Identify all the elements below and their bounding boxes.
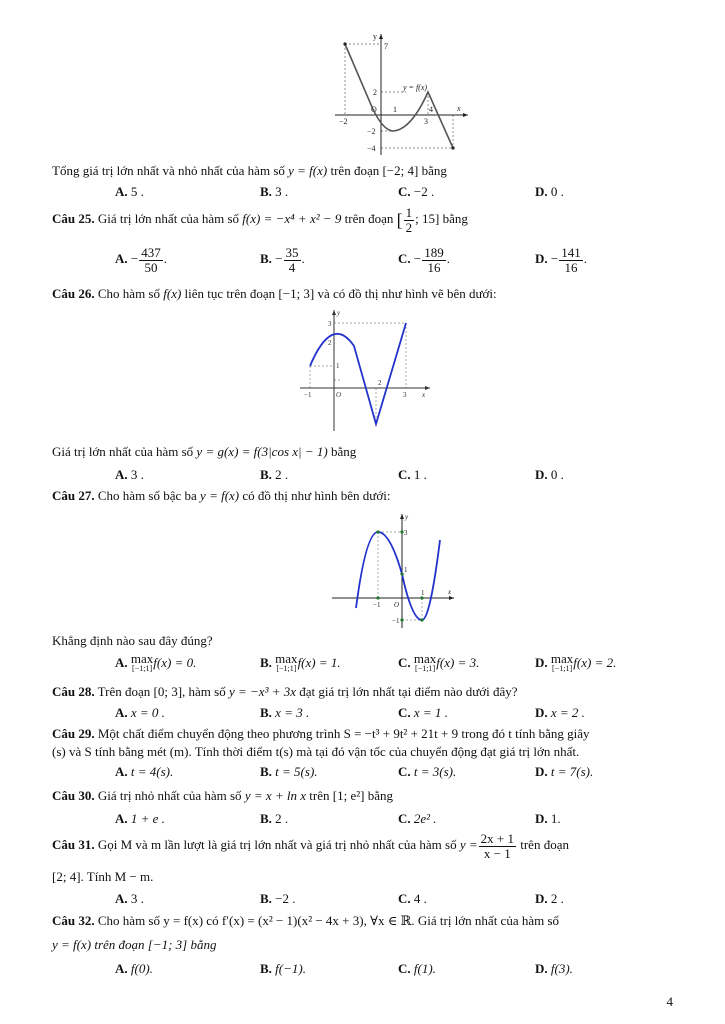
graph-2-label-3: 3 xyxy=(328,320,332,328)
q29-stem-line1: Câu 29. Một chất điểm chuyển động theo phương trình S = −t³ + 9t² + 21t + 9 trong đó t tính bằng giây xyxy=(52,726,590,741)
q27-question: Khẳng định nào sau đây đúng? xyxy=(52,633,213,648)
q32-stem-line2: y = f(x) trên đoạn [−1; 3] bằng xyxy=(52,937,217,952)
q24-option-a[interactable]: A. 5 . xyxy=(115,184,144,199)
q28-option-c[interactable]: C. x = 1 . xyxy=(398,705,448,720)
graph-3-label-1: 1 xyxy=(404,566,408,574)
graph-1-label-y: y xyxy=(373,32,377,41)
graph-1-curve xyxy=(345,44,453,148)
q27-option-c[interactable]: C. max [−1;1] f(x) = 3. xyxy=(398,651,480,674)
q28-option-d[interactable]: D. x = 2 . xyxy=(535,705,585,720)
q25-option-b[interactable]: B. − $\frac{35}{4}$ . xyxy=(260,244,305,275)
graph-1-label-3: 3 xyxy=(424,117,428,126)
q31-option-b[interactable]: B. −2 . xyxy=(260,891,296,906)
q26-stem: Câu 26. Cho hàm số f(x) liên tục trên đoạn [−1; 3] và có đồ thị như hình vẽ bên dưới: xyxy=(52,286,497,301)
q31-stem: Câu 31. Gọi M và m lần lượt là giá trị lớn nhất và giá trị nhỏ nhất của hàm số y = $\frac{2x + 1}{x - 1}$ trên đoạn xyxy=(52,830,569,861)
q25-option-c[interactable]: C. − $\frac{189}{16}$ . xyxy=(398,244,450,275)
q25-stem: Câu 25. Giá trị lớn nhất của hàm số f(x) = −x⁴ + x² − 9 trên đoạn [ $\frac{1}{2}$ ; 15] bằng xyxy=(52,204,468,235)
q28-stem: Câu 28. Trên đoạn [0; 3], hàm số y = −x³ + 3x đạt giá trị lớn nhất tại điểm nào dưới đây? xyxy=(52,684,518,699)
graph-3-label-x: x xyxy=(448,588,452,596)
graph-1-label-fx: y = f(x) xyxy=(403,83,428,92)
q32-option-a[interactable]: A. f(0). xyxy=(115,961,153,976)
q29-stem-line2: (s) và S tính bằng mét (m). Tính thời điểm t(s) mà tại đó vận tốc của chuyển động đạt giá trị lớn nhất. xyxy=(52,744,580,759)
graph-2-label-x: x xyxy=(422,391,426,399)
graph-2-label-m1: −1 xyxy=(304,391,312,399)
q25-option-d[interactable]: D. − $\frac{141}{16}$ . xyxy=(535,244,587,275)
graph-3 xyxy=(330,510,460,630)
q30-option-a[interactable]: A. 1 + e . xyxy=(115,811,165,826)
graph-2-label-2: 2 xyxy=(328,339,332,347)
graph-1-label-4: 4 xyxy=(429,105,433,114)
q29-option-b[interactable]: B. t = 5(s). xyxy=(260,764,318,779)
q25-option-a[interactable]: A. − $\frac{437}{50}$ . xyxy=(115,244,167,275)
graph-3-label-3: 3 xyxy=(404,529,408,537)
q28-option-b[interactable]: B. x = 3 . xyxy=(260,705,310,720)
q31-option-d[interactable]: D. 2 . xyxy=(535,891,564,906)
q32-option-c[interactable]: C. f(1). xyxy=(398,961,436,976)
q24-stem: Tổng giá trị lớn nhất và nhỏ nhất của hàm số y = f(x) trên đoạn [−2; 4] bằng xyxy=(52,163,447,178)
q24-option-c[interactable]: C. −2 . xyxy=(398,184,435,199)
graph-2-label-y: y xyxy=(337,309,341,317)
q27-option-d[interactable]: D. max [−1;1] f(x) = 2. xyxy=(535,651,617,674)
q30-option-d[interactable]: D. 1. xyxy=(535,811,561,826)
graph-2-label-1: 1 xyxy=(336,362,340,370)
q27-option-a[interactable]: A. max [−1;1] f(x) = 0. xyxy=(115,651,197,674)
graph-3-label-O: O xyxy=(394,601,400,609)
q30-option-b[interactable]: B. 2 . xyxy=(260,811,289,826)
q29-option-d[interactable]: D. t = 7(s). xyxy=(535,764,594,779)
q27-option-b[interactable]: B. max [−1;1] f(x) = 1. xyxy=(260,651,341,674)
graph-1-label-7: 7 xyxy=(384,42,388,51)
q31-option-a[interactable]: A. 3 . xyxy=(115,891,144,906)
q26-question: Giá trị lớn nhất của hàm số y = g(x) = f(3|cos x| − 1) bằng xyxy=(52,444,357,459)
q27-stem: Câu 27. Cho hàm số bậc ba y = f(x) có đồ thị như hình bên dưới: xyxy=(52,488,391,503)
q24-option-d[interactable]: D. 0 . xyxy=(535,184,564,199)
q26-option-b[interactable]: B. 2 . xyxy=(260,467,289,482)
q24-option-b[interactable]: B. 3 . xyxy=(260,184,289,199)
q32-option-b[interactable]: B. f(−1). xyxy=(260,961,306,976)
q29-option-c[interactable]: C. t = 3(s). xyxy=(398,764,457,779)
page-number: 4 xyxy=(666,994,673,1009)
q26-option-d[interactable]: D. 0 . xyxy=(535,467,564,482)
q26-option-c[interactable]: C. 1 . xyxy=(398,467,427,482)
q26-option-a[interactable]: A. 3 . xyxy=(115,467,144,482)
graph-1-label-m2: −2 xyxy=(367,127,376,136)
q32-stem: Câu 32. Cho hàm số y = f(x) có f′(x) = (x² − 1)(x² − 4x + 3), ∀x ∈ ℝ. Giá trị lớn nhất của hàm số xyxy=(52,913,560,928)
graph-1-label-2: 2 xyxy=(373,88,377,97)
graph-1-label-1: 1 xyxy=(393,105,397,114)
graph-1 xyxy=(333,30,473,160)
graph-2-label-O: O xyxy=(336,391,342,399)
graph-3-label-m1: −1 xyxy=(392,617,400,625)
q30-option-c[interactable]: C. 2e² . xyxy=(398,811,437,826)
graph-3-label-1x: 1 xyxy=(421,589,425,597)
q31-stem-line2: [2; 4]. Tính M − m. xyxy=(52,869,154,884)
graph-2-label-2x: 2 xyxy=(378,379,382,387)
graph-2-label-3x: 3 xyxy=(403,391,407,399)
q29-option-a[interactable]: A. t = 4(s). xyxy=(115,764,174,779)
q30-stem: Câu 30. Giá trị nhỏ nhất của hàm số y = x + ln x trên [1; e²] bằng xyxy=(52,788,393,803)
q31-option-c[interactable]: C. 4 . xyxy=(398,891,427,906)
q28-option-a[interactable]: A. x = 0 . xyxy=(115,705,165,720)
graph-3-label-y: y xyxy=(405,513,409,521)
graph-2 xyxy=(296,306,436,436)
graph-1-label-x: x xyxy=(457,104,461,113)
graph-2-curve xyxy=(310,323,406,424)
graph-1-label-m2x: −2 xyxy=(339,117,348,126)
q32-option-d[interactable]: D. f(3). xyxy=(535,961,573,976)
graph-1-label-m4: −4 xyxy=(367,144,376,153)
graph-3-label-m1x: −1 xyxy=(373,601,381,609)
graph-1-label-O: O xyxy=(371,105,377,114)
